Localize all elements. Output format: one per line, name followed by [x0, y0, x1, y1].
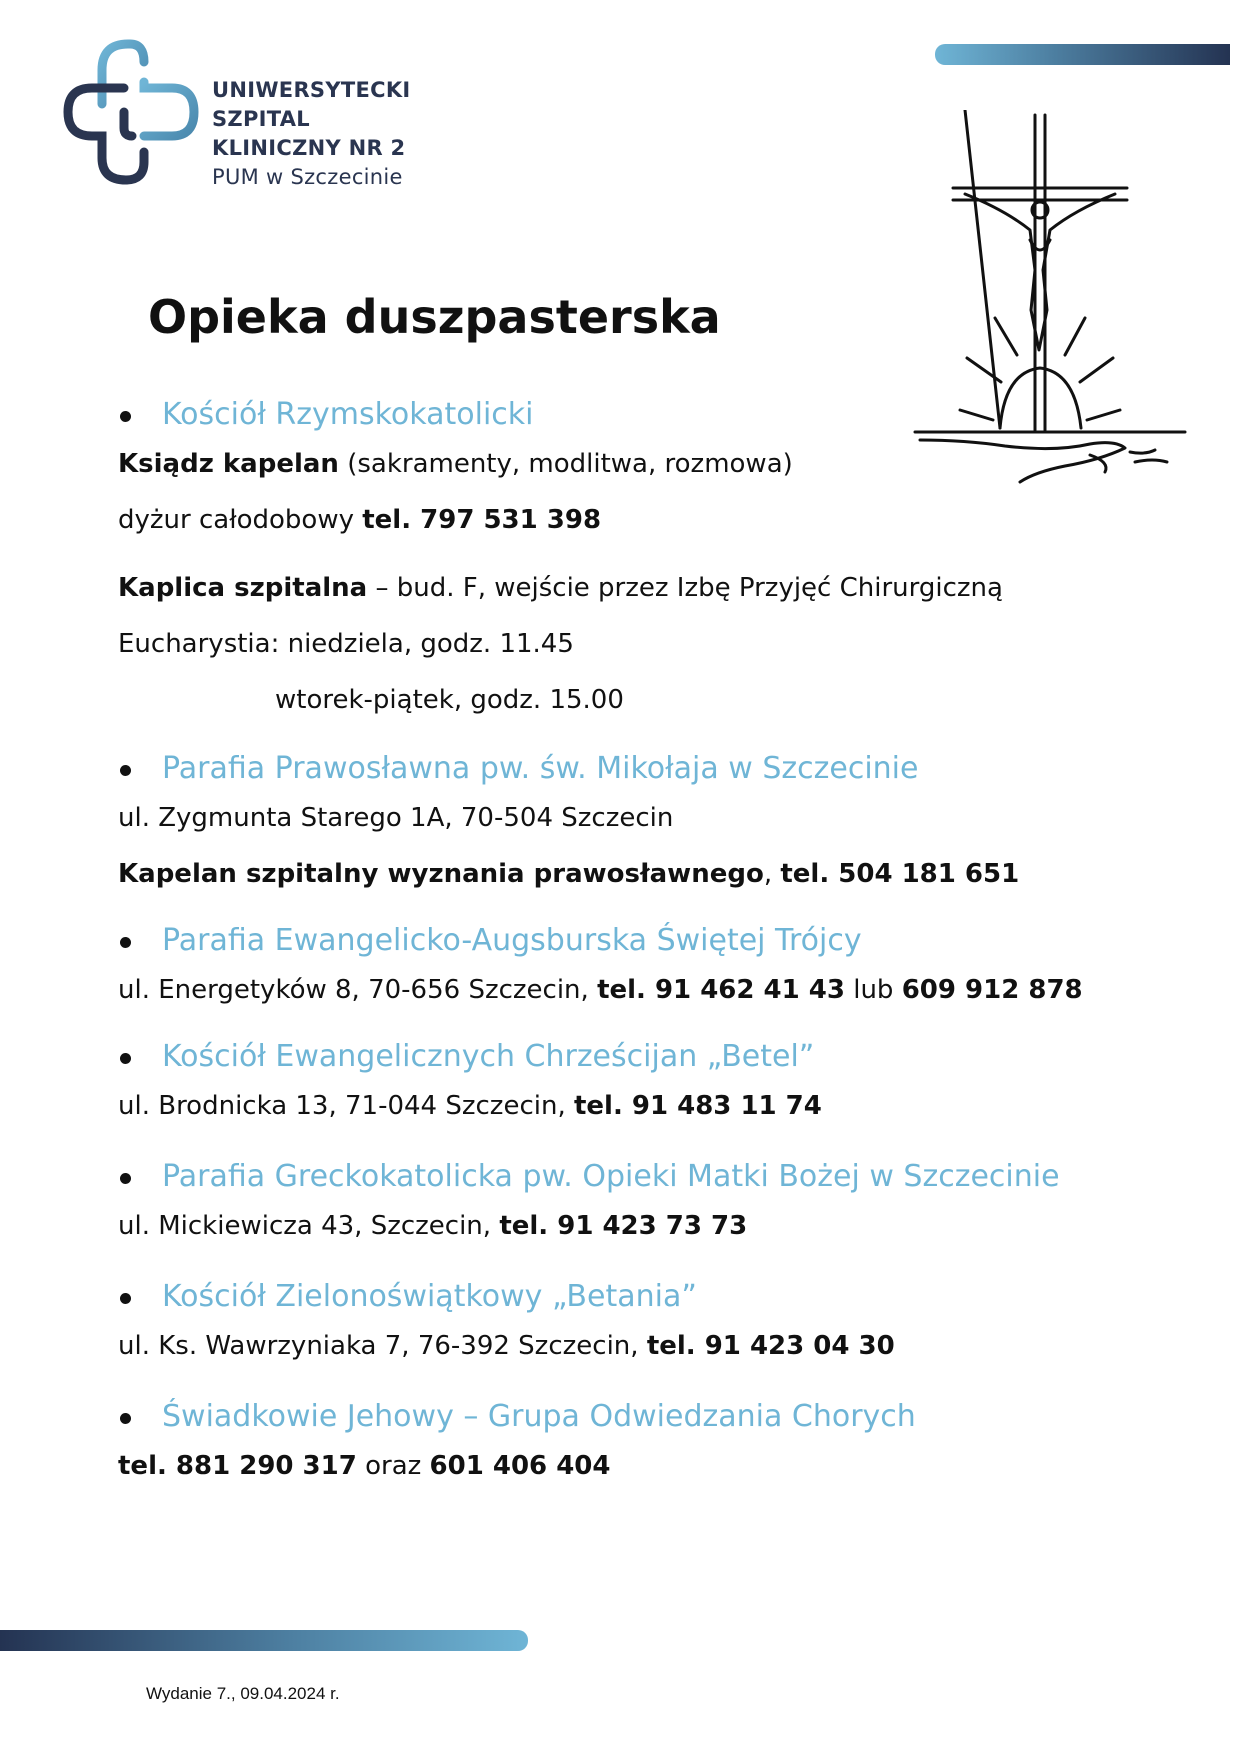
- section-heading: Parafia Ewangelicko-Augsburska Świętej Trójcy: [118, 921, 1198, 961]
- section-line: [118, 1449, 1198, 1483]
- text: – bud. F, wejście przez Izbę Przyjęć Chirurgiczną: [367, 573, 1003, 603]
- text: (sakramenty, modlitwa, rozmowa): [338, 449, 793, 479]
- section-line: [118, 571, 1198, 605]
- edition-footer: Wydanie 7., 09.04.2024 r.: [146, 1684, 340, 1703]
- section-greek-catholic: [118, 1157, 1198, 1243]
- section-betel: [118, 1037, 1198, 1123]
- phone-number: tel. 504 181 651: [780, 859, 1020, 889]
- section-pentecostal: [118, 1277, 1198, 1363]
- logo-line-1: UNIWERSYTECKI: [212, 78, 411, 102]
- logo-line-2: SZPITAL: [212, 107, 310, 131]
- page-title: Opieka duszpasterska: [148, 290, 721, 344]
- section-lutheran: [118, 921, 1198, 1007]
- section-heading: Parafia Prawosławna pw. św. Mikołaja w Szczecinie: [118, 749, 1198, 789]
- phone-number: 609 912 878: [901, 975, 1083, 1005]
- text: dyżur całodobowy: [118, 505, 363, 535]
- section-line: [118, 857, 1198, 891]
- section-jehovah-witnesses: [118, 1397, 1198, 1483]
- section-heading: Świadkowie Jehowy – Grupa Odwiedzania Chorych: [118, 1397, 1198, 1437]
- logo-line-4: PUM w Szczecinie: [212, 165, 403, 189]
- section-line: ul. Zygmunta Starego 1A, 70-504 Szczecin: [118, 803, 674, 833]
- section-line: [118, 973, 1198, 1007]
- text: ul. Brodnicka 13, 71-044 Szczecin,: [118, 1091, 574, 1121]
- text-bold: Ksiądz kapelan: [118, 449, 339, 479]
- section-line: [118, 1089, 1198, 1123]
- section-roman-catholic: [118, 395, 1198, 717]
- phone-number: tel. 797 531 398: [362, 505, 602, 535]
- logo-line-3: KLINICZNY NR 2: [212, 136, 406, 160]
- text: ul. Ks. Wawrzyniaka 7, 76-392 Szczecin,: [118, 1331, 647, 1361]
- section-line: wtorek-piątek, godz. 15.00: [275, 685, 624, 715]
- text-bold: Kapelan szpitalny wyznania prawosławnego: [118, 859, 764, 889]
- text-bold: Kaplica szpitalna: [118, 573, 368, 603]
- phone-number: tel. 91 483 11 74: [573, 1091, 822, 1121]
- pastoral-care-list: [118, 395, 1198, 1483]
- section-line: [118, 447, 1198, 481]
- text: lub: [844, 975, 902, 1005]
- text: oraz: [356, 1451, 430, 1481]
- section-line: [118, 503, 1198, 537]
- hospital-cross-logo-icon: [40, 32, 210, 192]
- section-line: [118, 1209, 1198, 1243]
- top-decor-bar: [935, 44, 1230, 65]
- section-orthodox: [118, 749, 1198, 891]
- text: ,: [763, 859, 781, 889]
- phone-number: 601 406 404: [429, 1451, 611, 1481]
- hospital-logo: [40, 32, 420, 202]
- section-line: Eucharystia: niedziela, godz. 11.45: [118, 629, 574, 659]
- phone-number: tel. 91 462 41 43: [597, 975, 845, 1005]
- section-heading: Parafia Greckokatolicka pw. Opieki Matki Bożej w Szczecinie: [118, 1157, 1198, 1197]
- phone-number: tel. 881 290 317: [118, 1451, 357, 1481]
- text: ul. Energetyków 8, 70-656 Szczecin,: [118, 975, 598, 1005]
- bottom-decor-bar: [0, 1630, 528, 1651]
- section-line: [118, 1329, 1198, 1363]
- section-heading: Kościół Rzymskokatolicki: [118, 395, 1198, 435]
- section-heading: Kościół Ewangelicznych Chrześcijan „Betel”: [118, 1037, 1198, 1077]
- text: ul. Mickiewicza 43, Szczecin,: [118, 1211, 500, 1241]
- phone-number: tel. 91 423 73 73: [499, 1211, 748, 1241]
- section-heading: Kościół Zielonoświątkowy „Betania”: [118, 1277, 1198, 1317]
- phone-number: tel. 91 423 04 30: [646, 1331, 895, 1361]
